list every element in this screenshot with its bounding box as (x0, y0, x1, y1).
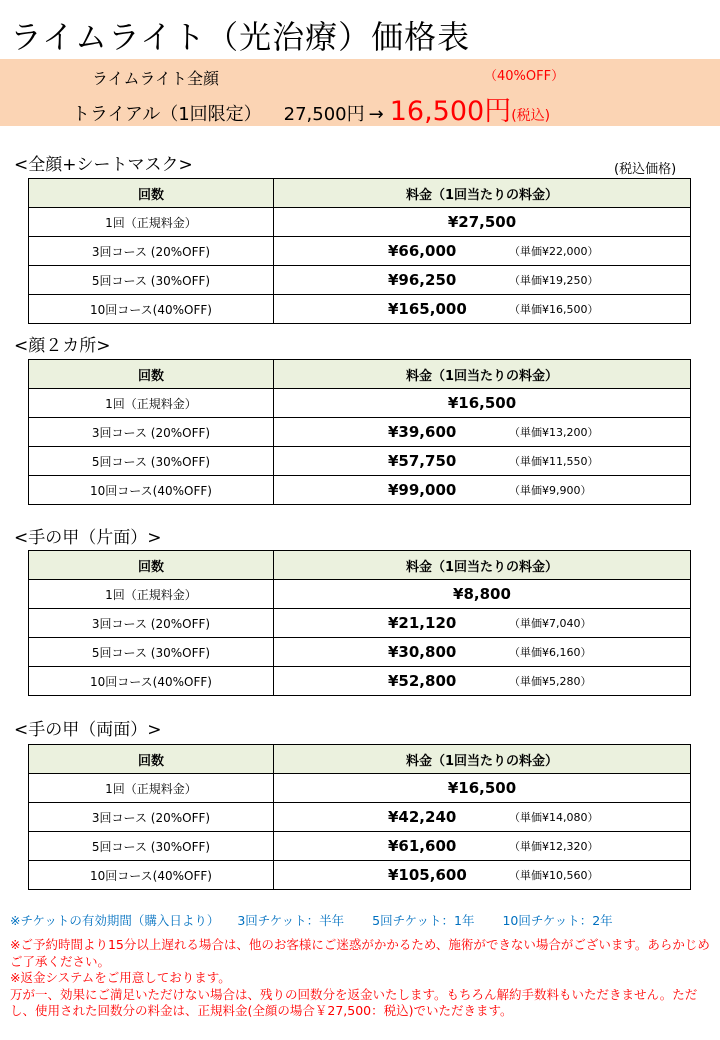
unit-price: （単価¥12,320） (509, 840, 599, 853)
course-count: 10回コース(40%OFF) (29, 667, 274, 696)
trial-banner (0, 59, 720, 126)
price-cell (274, 580, 691, 609)
price-cell (274, 803, 691, 832)
price-cell (274, 476, 691, 505)
table-row (29, 208, 691, 237)
unit-price: （単価¥11,550） (509, 455, 599, 468)
header-price: 料金（1回当たりの料金） (274, 360, 691, 389)
price-cell (274, 295, 691, 324)
price-cell (274, 266, 691, 295)
course-price: ¥8,800 (453, 585, 511, 603)
course-price: ¥99,000 (388, 481, 457, 499)
course-count: 5回コース (30%OFF) (29, 447, 274, 476)
course-count: 1回（正規料金） (29, 389, 274, 418)
table-row (29, 389, 691, 418)
arrow-right-icon: → (368, 104, 384, 125)
table-header-row (29, 551, 691, 580)
price-cell (274, 237, 691, 266)
notes (10, 937, 714, 1020)
unit-price: （単価¥22,000） (509, 245, 599, 258)
course-price: ¥105,600 (388, 866, 467, 884)
price-cell (274, 208, 691, 237)
course-count: 10回コース(40%OFF) (29, 476, 274, 505)
header-count: 回数 (29, 179, 274, 208)
header-count: 回数 (29, 360, 274, 389)
price-table (28, 744, 691, 890)
course-price: ¥42,240 (388, 808, 457, 826)
course-count: 3回コース (20%OFF) (29, 418, 274, 447)
table-row (29, 609, 691, 638)
course-price: ¥165,000 (388, 300, 467, 318)
validity-label: ※チケットの有効期間（購入日より） (10, 913, 220, 928)
course-price: ¥61,600 (388, 837, 457, 855)
course-count: 10回コース(40%OFF) (29, 295, 274, 324)
note-refund-detail: 万が一、効果にご満足いただけない場合は、残りの回数分を返金いたします。もちろん解約手数料もいただきません。ただし、使用された回数分の料金は、正規料金(全顔の場合￥27,500：税込)でいただきます。 (10, 986, 698, 1018)
trial-name: ライムライト全顔 (92, 69, 220, 88)
table-row (29, 295, 691, 324)
price-cell (274, 667, 691, 696)
header-price: 料金（1回当たりの料金） (274, 179, 691, 208)
trial-discount: （40%OFF） (484, 69, 565, 84)
course-price: ¥57,750 (388, 452, 457, 470)
unit-price: （単価¥6,160） (509, 646, 592, 659)
table-row (29, 667, 691, 696)
tax-note: (税込価格) (614, 162, 677, 177)
course-count: 10回コース(40%OFF) (29, 861, 274, 890)
price-cell (274, 609, 691, 638)
course-count: 3回コース (20%OFF) (29, 803, 274, 832)
course-price: ¥52,800 (388, 672, 457, 690)
ticket-validity-note (10, 911, 613, 929)
course-count: 3回コース (20%OFF) (29, 237, 274, 266)
table-row (29, 237, 691, 266)
table-row (29, 638, 691, 667)
price-cell (274, 447, 691, 476)
validity-item: 3回チケット：半年 (237, 913, 345, 928)
course-count: 5回コース (30%OFF) (29, 638, 274, 667)
header-count: 回数 (29, 745, 274, 774)
trial-label: トライアル（1回限定） (72, 104, 262, 125)
unit-price: （単価¥19,250） (509, 274, 599, 287)
table-row (29, 803, 691, 832)
course-price: ¥27,500 (447, 213, 517, 231)
price-cell (274, 638, 691, 667)
price-cell (274, 418, 691, 447)
trial-price-line (72, 89, 550, 128)
table-row (29, 774, 691, 803)
price-cell (274, 861, 691, 890)
table-header-row (29, 360, 691, 389)
course-count: 1回（正規料金） (29, 580, 274, 609)
page-title: ライムライト（光治療）価格表 (10, 18, 471, 56)
table-header-row (29, 179, 691, 208)
course-count: 1回（正規料金） (29, 774, 274, 803)
section-title: <全顔+シートマスク> (14, 155, 193, 175)
note-refund: ※返金システムをご用意しております。 (10, 970, 231, 985)
unit-price: （単価¥16,500） (509, 303, 599, 316)
unit-price: （単価¥10,560） (509, 869, 599, 882)
price-cell (274, 389, 691, 418)
header-count: 回数 (29, 551, 274, 580)
note-late-arrival: ※ご予約時間より15分以上遅れる場合は、他のお客様にご迷惑がかかるため、施術ができない場合がございます。あらかじめご了承ください。 (10, 937, 710, 969)
table-row (29, 447, 691, 476)
course-price: ¥16,500 (447, 394, 517, 412)
course-price: ¥30,800 (388, 643, 457, 661)
unit-price: （単価¥5,280） (509, 675, 592, 688)
unit-price: （単価¥13,200） (509, 426, 599, 439)
price-cell (274, 832, 691, 861)
section-title: <顔２カ所> (14, 336, 111, 356)
course-count: 5回コース (30%OFF) (29, 266, 274, 295)
section-title: <手の甲（両面）> (14, 720, 162, 740)
course-price: ¥66,000 (388, 242, 457, 260)
unit-price: （単価¥9,900） (509, 484, 592, 497)
section-title: <手の甲（片面）> (14, 528, 162, 548)
table-row (29, 580, 691, 609)
unit-price: （単価¥7,040） (509, 617, 592, 630)
course-price: ¥39,600 (388, 423, 457, 441)
price-table (28, 550, 691, 696)
course-count: 5回コース (30%OFF) (29, 832, 274, 861)
trial-regular-price: 27,500円 (283, 104, 365, 125)
trial-tax-label: (税込) (511, 108, 551, 124)
validity-item: 10回チケット：2年 (502, 913, 613, 928)
trial-price: 16,500円 (389, 96, 512, 127)
table-row (29, 861, 691, 890)
course-price: ¥21,120 (388, 614, 457, 632)
price-cell (274, 774, 691, 803)
course-count: 1回（正規料金） (29, 208, 274, 237)
course-count: 3回コース (20%OFF) (29, 609, 274, 638)
price-table (28, 178, 691, 324)
table-row (29, 418, 691, 447)
table-header-row (29, 745, 691, 774)
price-table (28, 359, 691, 505)
table-row (29, 832, 691, 861)
header-price: 料金（1回当たりの料金） (274, 745, 691, 774)
unit-price: （単価¥14,080） (509, 811, 599, 824)
table-row (29, 266, 691, 295)
header-price: 料金（1回当たりの料金） (274, 551, 691, 580)
course-price: ¥16,500 (447, 779, 517, 797)
table-row (29, 476, 691, 505)
course-price: ¥96,250 (388, 271, 457, 289)
validity-item: 5回チケット：1年 (372, 913, 475, 928)
